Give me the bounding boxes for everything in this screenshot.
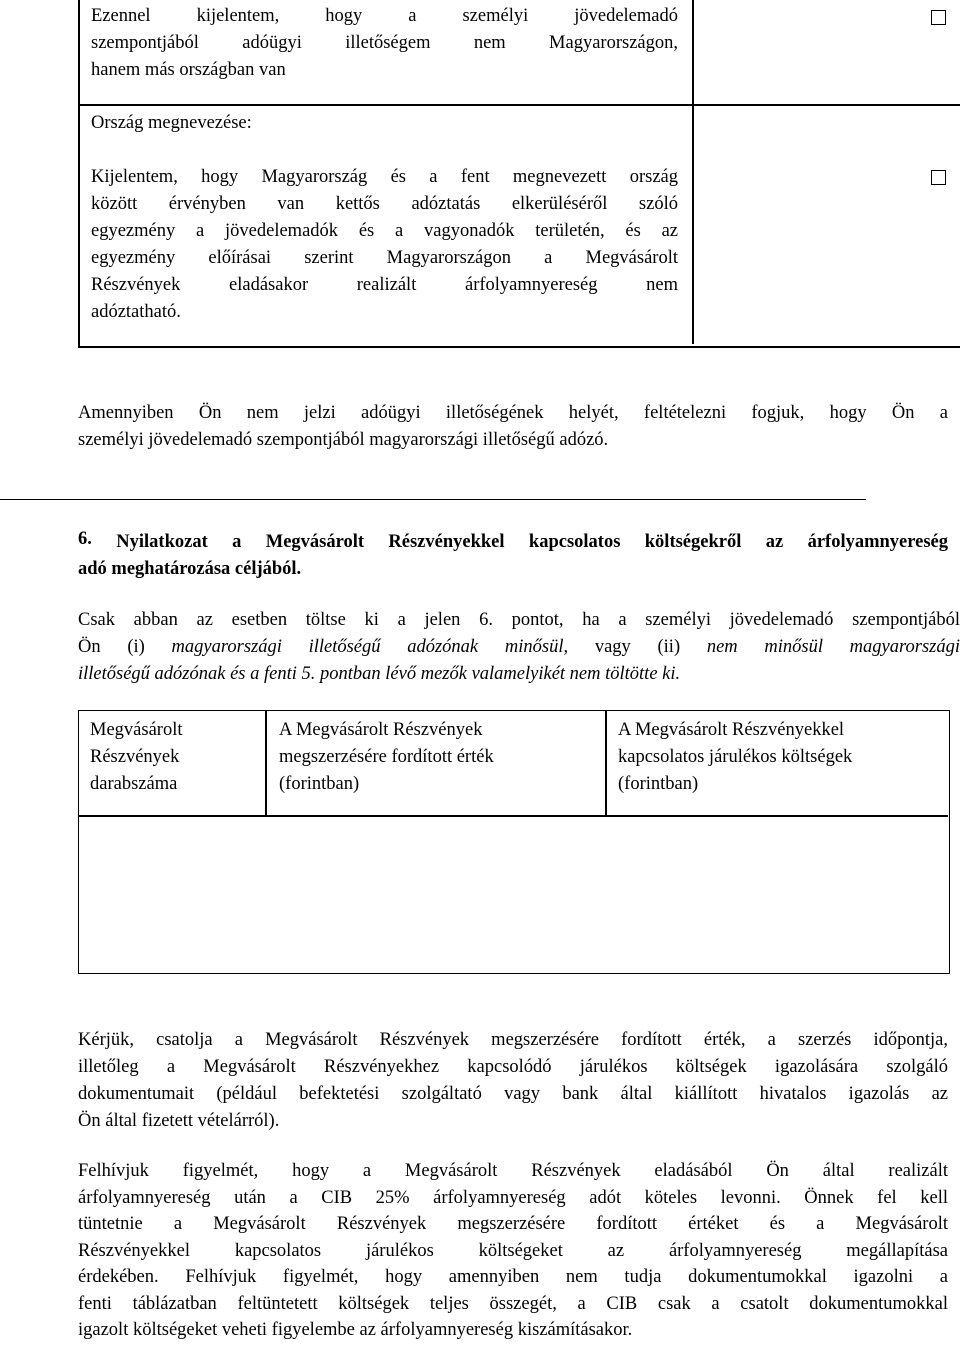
country-label: Ország megnevezése: [91, 113, 252, 133]
section-separator [0, 499, 866, 500]
foreign-residency-checkbox[interactable] [931, 10, 946, 25]
header-incidental-costs: A Megvásárolt Részvényekkel kapcsolatos járulékos költségek (forintban) [618, 720, 853, 794]
residency-table [78, 0, 960, 348]
header-share-count: Megvásárolt Részvények darabszáma [90, 720, 183, 794]
table-divider [605, 711, 607, 815]
header-acquisition-value: A Megvásárolt Részvények megszerzésére fordított érték (forintban) [279, 720, 494, 794]
table-divider [265, 711, 267, 815]
table-divider [692, 0, 694, 344]
cost-table-entry-row[interactable] [79, 816, 948, 972]
section-number: 6. [78, 529, 92, 549]
foreign-residency-statement: Ezennel kijelentem, hogy a személyi jövedelemadó szempontjából adóügyi illetőségem nem Magyarországon, hanem más országban van [91, 6, 678, 80]
section-intro: Csak abban az esetben töltse ki a jelen 6. pontot, ha a személyi jövedelemadó szempontjából Ön (i) magyarországi illetőségű adózónak minősül, vagy (ii) nem minősül magyarországi illetőségű adózónak és a fenti 5. pontban lévő mezők valamelyikét nem töltötte ki. [78, 610, 960, 684]
section-title: Nyilatkozat a Megvásárolt Részvényekkel kapcsolatos költségekről az árfolyamnyereség adó meghatározása céljából. [78, 532, 949, 579]
tax-notice-paragraph: Felhívjuk figyelmét, hogy a Megvásárolt Részvények eladásából Ön által realizált árfolyamnyereség után a CIB 25% árfolyamnyereség adót köteles levonni. Önnek fel kell tüntetnie a Megvásárolt Részvények megszerzésére fordított értéket és a Megvásárolt Részvényekkel kapcsolatos járulékos költségeket az árfolyamnyereség megállapítása érdekében. Felhívjuk figyelmét, hogy amennyiben nem tudja dokumentumokkal igazolni a fenti táblázatban feltüntetett költségek teljes összegét, a CIB csak a csatolt dokumentumokkal igazolt költségeket veheti figyelembe az árfolyamnyereség kiszámításakor. [78, 1161, 948, 1340]
attachment-request-paragraph: Kérjük, csatolja a Megvásárolt Részvények megszerzésére fordított érték, a szerzés időpontja, illetőleg a Megvásárolt Részvényekhez kapcsolódó járulékos költségek igazolására szolgáló dokumentumait (például befektetési szolgáltató vagy bank által kiállított hivatalos igazolás az Ön által fizetett vételárról). [78, 1030, 948, 1131]
table-divider [80, 104, 960, 106]
cost-table [78, 710, 950, 974]
residency-notice: Amennyiben Ön nem jelzi adóügyi illetőségének helyét, feltételezni fogjuk, hogy Ön a személyi jövedelemadó szempontjából magyarországi illetőségű adózó. [78, 403, 948, 450]
double-tax-treaty-checkbox[interactable] [931, 170, 946, 185]
double-tax-treaty-statement: Kijelentem, hogy Magyarország és a fent megnevezett ország között érvényben van kettős adóztatás elkerüléséről szóló egyezmény a jövedelemadók és a vagyonadók területén, és az egyezmény előírásai szerint Magyarországon a Megvásárolt Részvények eladásakor realizált árfolyamnyereség nem adóztatható. [91, 167, 678, 322]
